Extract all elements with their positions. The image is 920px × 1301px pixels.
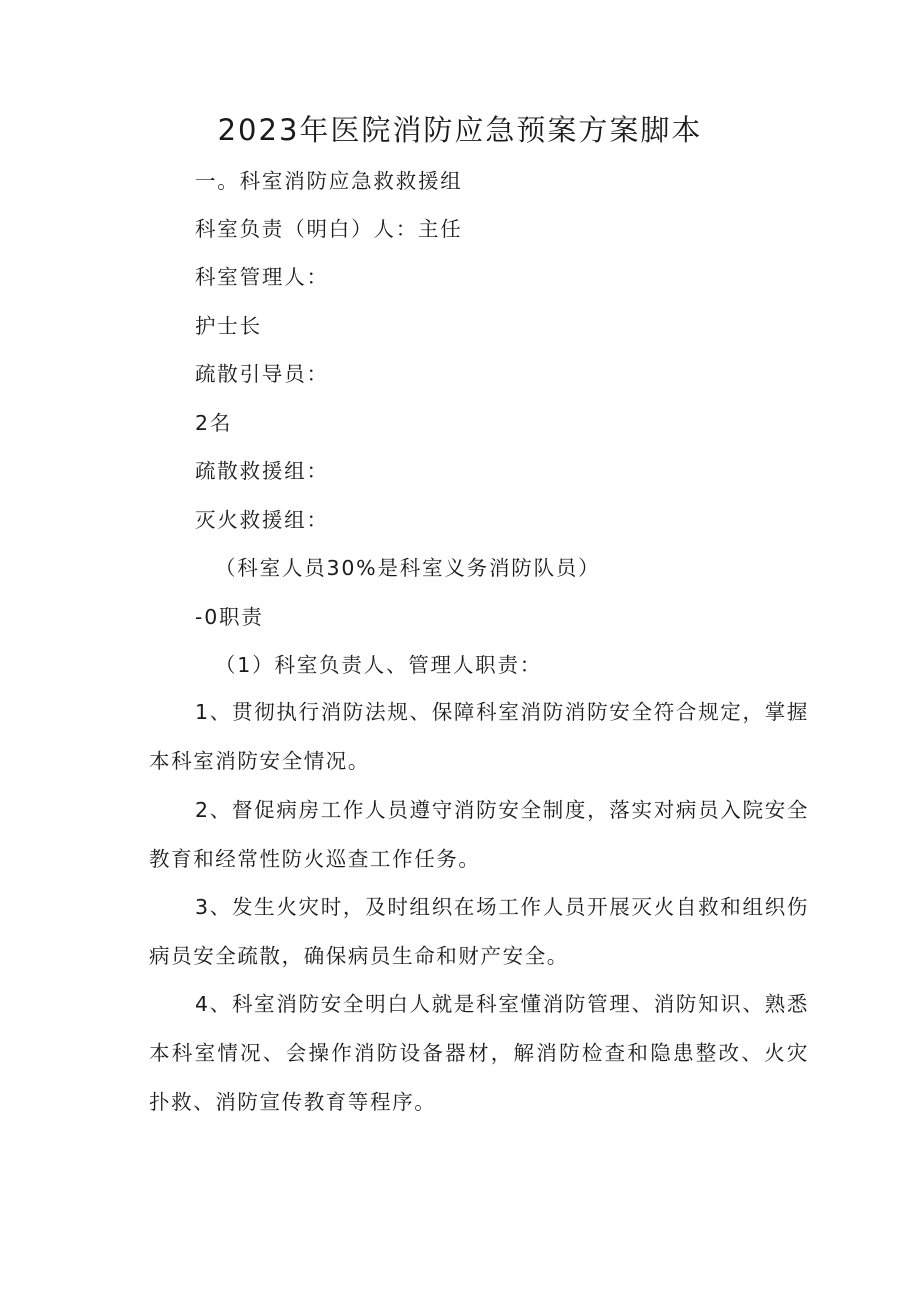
head-nurse-line: 护士长 — [195, 314, 262, 338]
responsible-person-line: 科室负责（明白）人：主任 — [195, 217, 463, 241]
duty-paragraph-3: 3、发生火灾时，及时组织在场工作人员开展灭火自救和组织伤病员安全疏散，确保病员生命和财产安全。 — [149, 895, 809, 968]
document-title: 2023年医院消防应急预案方案脚本 — [217, 113, 703, 147]
fire-rescue-line: 灭火救援组： — [195, 508, 329, 532]
duties-heading: -0职责 — [195, 605, 264, 629]
manager-line: 科室管理人： — [195, 265, 329, 289]
duty-paragraph-1: 1、贯彻执行消防法规、保障科室消防消防安全符合规定，掌握本科室消防安全情况。 — [149, 700, 809, 773]
note-line: （科室人员30%是科室义务消防队员） — [215, 556, 601, 580]
evacuation-rescue-line: 疏散救援组： — [195, 459, 329, 483]
duty-paragraph-2: 2、督促病房工作人员遵守消防安全制度，落实对病员入院安全教育和经常性防火巡查工作任务。 — [149, 798, 809, 871]
count-line: 2名 — [195, 411, 233, 435]
duty-subheading: （1）科室负责人、管理人职责： — [215, 653, 543, 677]
section-heading: 一。科室消防应急救救援组 — [195, 169, 463, 193]
evacuation-guide-line: 疏散引导员： — [195, 362, 329, 386]
duty-paragraph-4: 4、科室消防安全明白人就是科室懂消防管理、消防知识、熟悉本科室情况、会操作消防设备器材，解消防检查和隐患整改、火灾扑救、消防宣传教育等程序。 — [149, 992, 809, 1114]
